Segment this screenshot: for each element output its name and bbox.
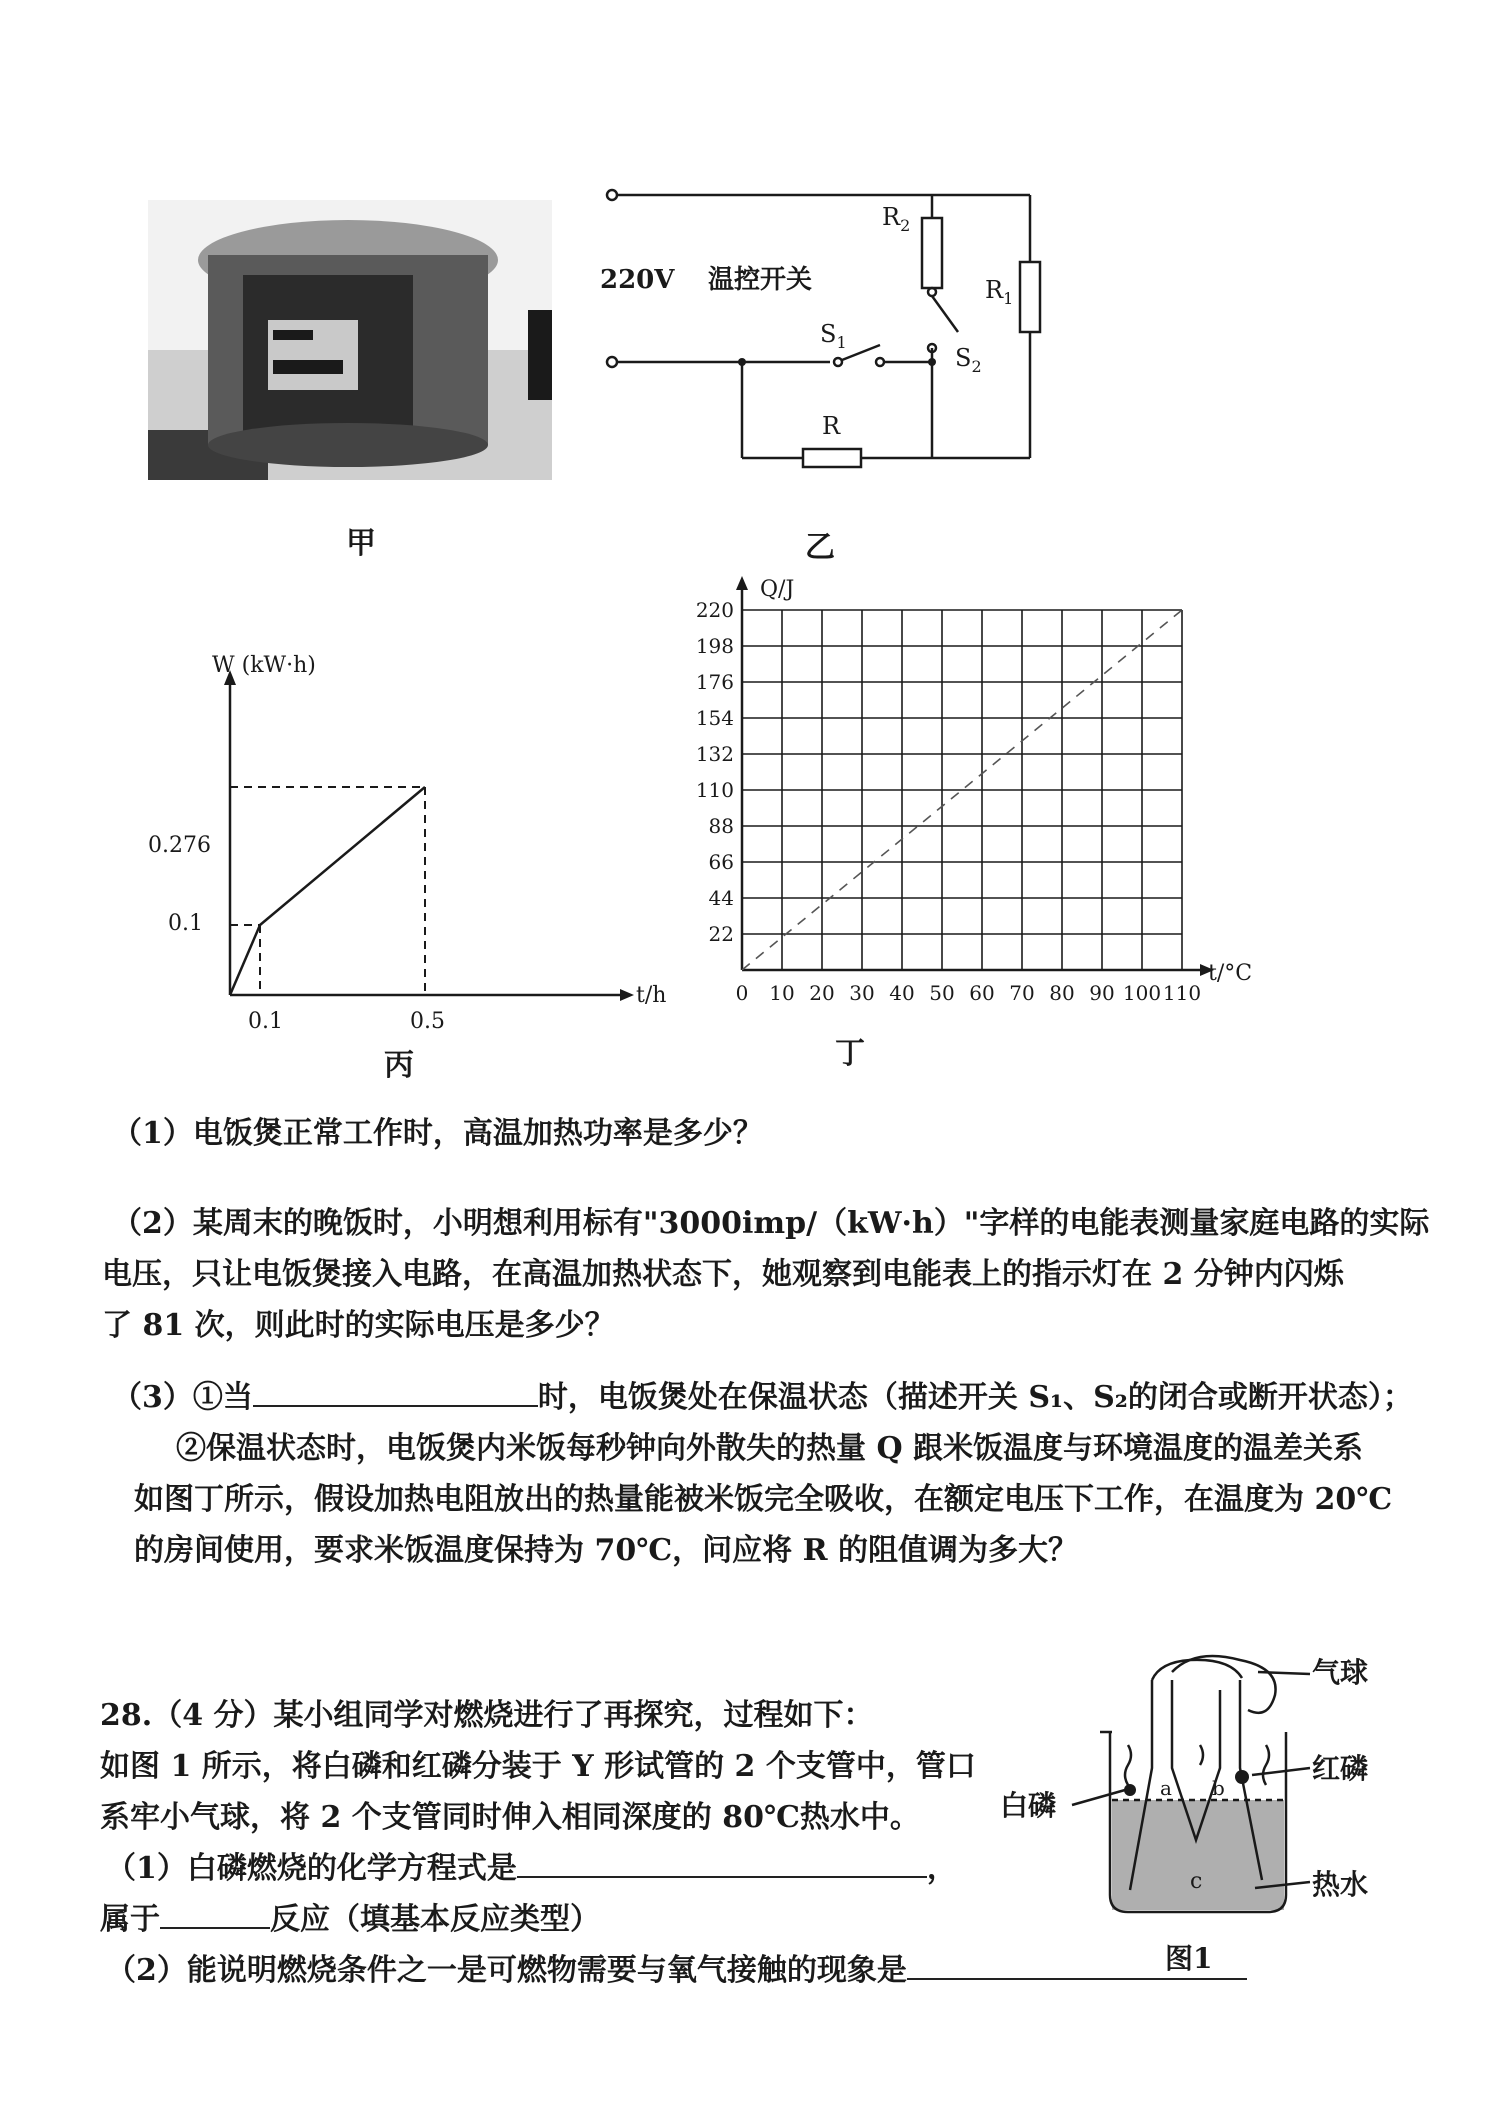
s2-label: $S_2$ <box>955 344 982 376</box>
t-tick-40: 40 <box>889 981 915 1005</box>
question-28-2-prefix: （2）能说明燃烧条件之一是可燃物需要与氧气接触的现象是 <box>106 1953 907 1988</box>
label-c: c <box>1190 1869 1203 1894</box>
red-phosphorus-label: 红磷 <box>1312 1752 1369 1785</box>
q-tick-110: 110 <box>695 778 734 802</box>
question-28-1b-suffix: 反应（填基本反应类型） <box>270 1902 600 1937</box>
question-3-line-4: 的房间使用，要求米饭温度保持为 70℃，问应将 R 的阻值调为多大？ <box>134 1533 1078 1568</box>
x-tick-01: 0.1 <box>248 1009 283 1034</box>
w-axis-label: W (kW·h) <box>212 653 316 678</box>
t-tick-20: 20 <box>809 981 835 1005</box>
label-a: a <box>1160 1776 1172 1800</box>
t-tick-10: 10 <box>769 981 795 1005</box>
figure1-caption: 图1 <box>1165 1942 1213 1975</box>
energy-time-graph <box>140 640 680 1040</box>
t-tick-90: 90 <box>1089 981 1115 1005</box>
heat-temperature-graph <box>680 570 1260 1050</box>
question-28-1b-prefix: 属于 <box>100 1902 160 1937</box>
question-1: （1）电饭煲正常工作时，高温加热功率是多少？ <box>112 1116 763 1151</box>
t-tick-100: 100 <box>1122 981 1162 1005</box>
w-t-segment-1 <box>260 787 425 925</box>
w-t-segment-0 <box>230 925 260 995</box>
circuit-diagram <box>590 170 1060 500</box>
question-28-1-prefix: （1）白磷燃烧的化学方程式是 <box>106 1851 517 1886</box>
q-tick-198: 198 <box>695 634 734 658</box>
q-tick-132: 132 <box>695 742 734 766</box>
y-tick-01: 0.1 <box>168 911 203 936</box>
figure-yi-caption: 乙 <box>805 530 835 565</box>
label-b: b <box>1212 1776 1225 1800</box>
question-2-line-2: 电压，只让电饭煲接入电路，在高温加热状态下，她观察到电能表上的指示灯在 2 分钟内闪烁 <box>102 1257 1344 1292</box>
figure-bing-caption: 丙 <box>384 1048 414 1083</box>
question-28-line-1: 28.（4 分）某小组同学对燃烧进行了再探究，过程如下： <box>100 1698 874 1733</box>
voltage-label: 220V <box>600 265 675 295</box>
thermostat-switch-label: 温控开关 <box>708 265 813 295</box>
q-tick-66: 66 <box>708 850 734 874</box>
question-2-line-1: （2）某周末的晚饭时，小明想利用标有"3000imp/（kW·h）"字样的电能表测量家庭电路的实际 <box>112 1206 1430 1241</box>
white-phosphorus-label: 白磷 <box>1000 1789 1057 1822</box>
answer-blank-reaction-type[interactable] <box>160 1894 270 1929</box>
question-28-1-suffix: ， <box>926 1851 957 1886</box>
hot-water-label: 热水 <box>1312 1868 1369 1901</box>
question-3-prefix: （3）①当 <box>112 1380 253 1415</box>
q-tick-22: 22 <box>708 922 734 946</box>
q-tick-88: 88 <box>708 814 734 838</box>
q-tick-44: 44 <box>708 886 734 910</box>
answer-blank-equation[interactable] <box>517 1843 927 1878</box>
t-axis-label: t/h <box>636 983 667 1008</box>
rice-cooker-photo <box>148 200 552 480</box>
question-28-line-3: 系牢小气球，将 2 个支管同时伸入相同深度的 80℃热水中。 <box>100 1800 920 1835</box>
t-tick-110: 110 <box>1162 981 1202 1005</box>
x-tick-05: 0.5 <box>410 1009 445 1034</box>
q-tick-154: 154 <box>695 706 734 730</box>
t-tick-50: 50 <box>929 981 955 1005</box>
balloon-label: 气球 <box>1312 1656 1369 1689</box>
answer-blank-switch-state[interactable] <box>253 1372 538 1407</box>
t-tick-30: 30 <box>849 981 875 1005</box>
y-tube-experiment-figure <box>990 1650 1369 1990</box>
y-tick-0276: 0.276 <box>148 833 211 858</box>
r2-label: $R_2$ <box>882 203 911 235</box>
question-3-line-1 <box>112 1372 1413 1423</box>
t-tick-80: 80 <box>1049 981 1075 1005</box>
question-3-line-2: ②保温状态时，电饭煲内米饭每秒钟向外散失的热量 Q 跟米饭温度与环境温度的温差关系 <box>176 1431 1364 1466</box>
q-tick-176: 176 <box>695 670 734 694</box>
question-2-line-3: 了 81 次，则此时的实际电压是多少？ <box>102 1308 615 1343</box>
q-axis-label: Q/J <box>760 577 795 602</box>
question-3-line-3: 如图丁所示，假设加热电阻放出的热量能被米饭完全吸收，在额定电压下工作，在温度为 20℃ <box>134 1482 1393 1517</box>
t-tick-0: 0 <box>735 981 749 1005</box>
temperature-axis-label: t/°C <box>1208 961 1253 986</box>
r1-label: $R_1$ <box>985 276 1014 308</box>
t-tick-70: 70 <box>1009 981 1035 1005</box>
question-3 <box>112 1372 1413 1576</box>
t-tick-60: 60 <box>969 981 995 1005</box>
question-3-suffix: 时，电饭煲处在保温状态（描述开关 S₁、S₂的闭合或断开状态）； <box>537 1380 1413 1415</box>
question-28-line-2: 如图 1 所示，将白磷和红磷分装于 Y 形试管的 2 个支管中，管口 <box>100 1749 976 1784</box>
question-2 <box>102 1198 1430 1351</box>
r-label: R <box>822 412 841 440</box>
q-tick-220: 220 <box>695 598 734 622</box>
figure-ding-caption: 丁 <box>835 1036 865 1071</box>
s1-label: $S_1$ <box>820 320 847 352</box>
figure-jia-caption: 甲 <box>346 526 376 561</box>
